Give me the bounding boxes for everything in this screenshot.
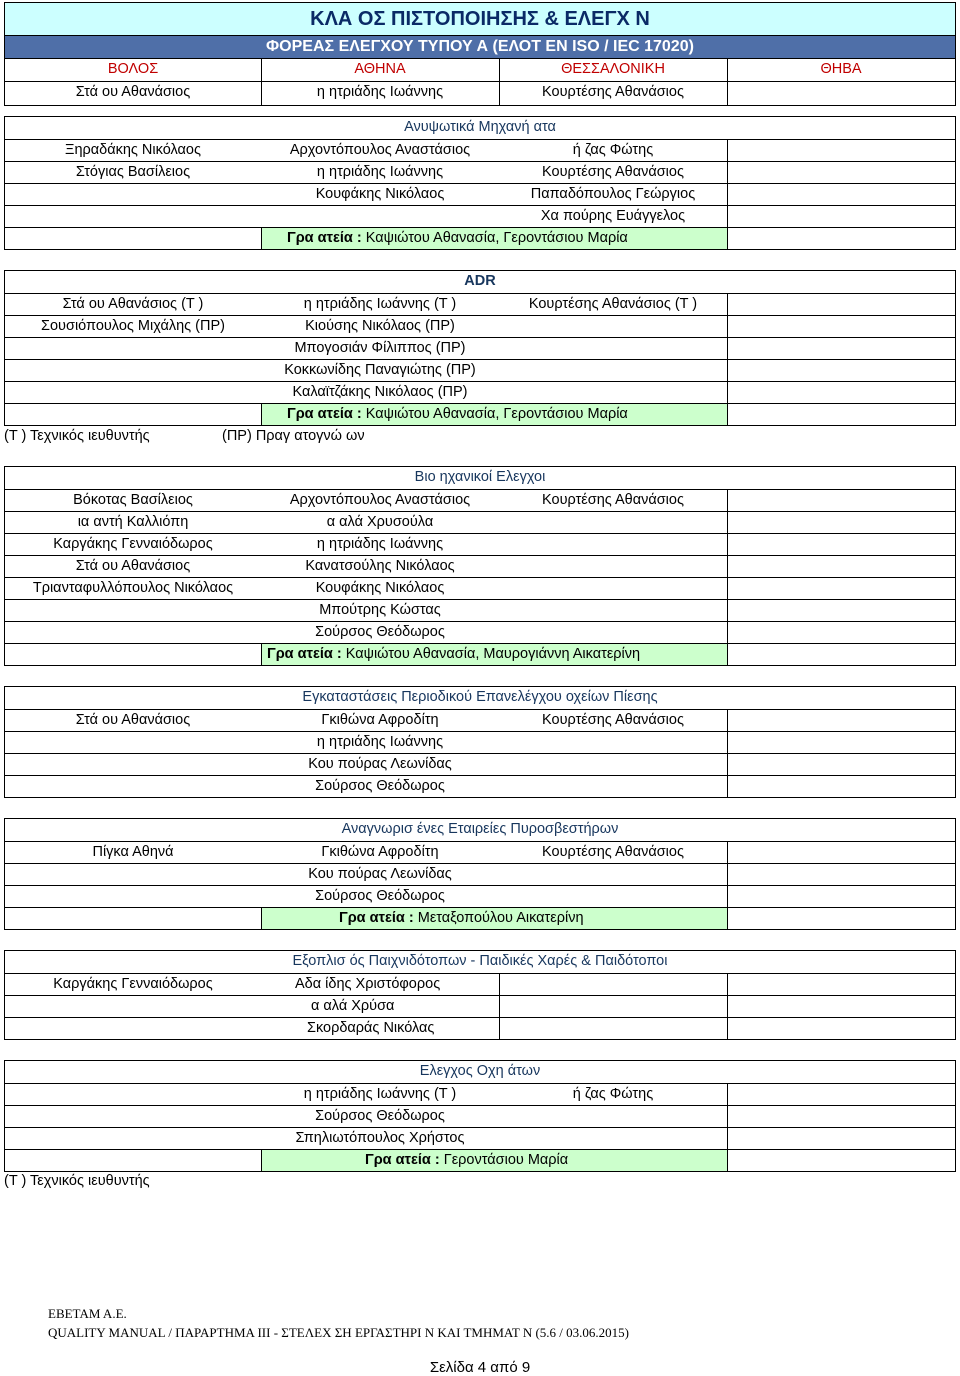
secretary-row — [5, 227, 955, 249]
table-cell: Μπογοσιάν Φίλιππος (ΠΡ) — [294, 340, 466, 356]
section-pressure — [4, 686, 956, 798]
section-title: Ελεγχος Οχη άτων — [419, 1063, 541, 1079]
table-cell: Κουρτέσης Αθανάσιος — [542, 492, 684, 508]
table-cell: η ητριάδης Ιωάννης — [316, 734, 444, 750]
table-row — [5, 731, 955, 753]
table-cell: Κου πούρας Λεωνίδας — [308, 866, 452, 882]
header-block — [4, 2, 956, 106]
table-cell: Στά ου Αθανάσιος — [75, 558, 191, 574]
table-cell: Πίγκα Αθηνά — [92, 844, 174, 860]
mechanical-grid — [4, 466, 956, 666]
table-row — [5, 1127, 955, 1149]
table-cell: Καργάκης Γενναιόδωρος — [53, 976, 213, 992]
section-playground — [4, 950, 956, 1040]
table-row — [5, 753, 955, 775]
cities-row — [5, 59, 955, 81]
vehicles-grid — [4, 1060, 956, 1172]
table-row — [5, 885, 955, 907]
section-title-row — [5, 951, 955, 973]
city-thiva: ΘΗΒΑ — [820, 61, 862, 77]
section-title: Ανυψωτικά Μηχανή ατα — [404, 119, 556, 135]
table-row — [5, 183, 955, 205]
section-lifting — [4, 116, 956, 250]
table-cell: Στά ου Αθανάσιος — [75, 712, 191, 728]
secretary-label: Γρα ατεία : — [267, 646, 342, 662]
footer-manual: QUALITY MANUAL / ΠΑΡΑΡΤΗΜΑ ΙΙΙ - ΣΤΕΛΕΧ ΣΗ ΕΡΓΑΣΤΗΡΙ Ν ΚΑΙ ΤΜΗΜΑΤ Ν (5.6 / 03.06.2015) — [48, 1325, 629, 1340]
table-row — [5, 293, 955, 315]
table-row — [5, 863, 955, 885]
table-row — [5, 1083, 955, 1105]
secretary-cell — [365, 1150, 727, 1171]
section-fire — [4, 818, 956, 930]
table-cell: Κοκκωνίδης Παναγιώτης (ΠΡ) — [284, 362, 476, 378]
section-title-row — [5, 819, 955, 841]
table-cell: Σούρσος Θεόδωρος — [315, 778, 445, 794]
table-cell: Γκιθώνα Αφροδίτη — [321, 844, 439, 860]
section-mechanical — [4, 466, 956, 666]
table-row — [5, 381, 955, 403]
page-number: Σελίδα 4 από 9 — [429, 1359, 531, 1376]
secretary-cell — [287, 404, 727, 425]
section-title: ADR — [464, 273, 496, 289]
table-cell: Σούρσος Θεόδωρος — [315, 624, 445, 640]
table-cell: Κουρτέσης Αθανάσιος — [542, 712, 684, 728]
secretary-names: Καψιώτου Αθανασία, Γεροντάσιου Μαρία — [365, 406, 628, 422]
section-adr — [4, 270, 956, 426]
table-row — [5, 709, 955, 731]
page-title: ΚΛΑ ΟΣ ΠΙΣΤΟΠΟΙΗΣΗΣ & ΕΛΕΓΧ Ν — [5, 3, 955, 36]
table-row — [5, 555, 955, 577]
section-title-row — [5, 687, 955, 709]
table-row — [5, 1017, 955, 1039]
table-cell: Σούρσος Θεόδωρος — [315, 1108, 445, 1124]
secretary-cell — [287, 228, 727, 249]
secretary-names: Καψιώτου Αθανασία, Μαυρογιάννη Αικατερίνη — [345, 646, 641, 662]
table-cell: Κουφάκης Νικόλαος — [315, 580, 445, 596]
table-cell: Κουρτέσης Αθανάσιος (Τ ) — [528, 296, 698, 312]
table-row — [5, 359, 955, 381]
table-cell: Καργάκης Γενναιόδωρος — [53, 536, 213, 552]
table-cell: Σκορδαράς Νικόλας — [307, 1020, 435, 1036]
secretary-label: Γρα ατεία : — [287, 230, 362, 246]
section-title-row — [5, 467, 955, 489]
table-cell: Κου πούρας Λεωνίδας — [308, 756, 452, 772]
table-cell: Στά ου Αθανάσιος (Τ ) — [62, 296, 204, 312]
section-title-row — [5, 117, 955, 139]
table-row — [5, 775, 955, 797]
section-title: Εγκαταστάσεις Περιοδικού Επανελέγχου οχείων Πίεσης — [302, 689, 658, 705]
table-row — [5, 533, 955, 555]
secretary-names: Μεταξοπούλου Αικατερίνη — [417, 910, 584, 926]
table-cell: Κανατσούλης Νικόλαος — [305, 558, 455, 574]
table-row — [5, 337, 955, 359]
table-cell: α αλά Χρύσα — [311, 998, 395, 1014]
table-row — [5, 205, 955, 227]
legend-experts: (ΠΡ) Πραγ ατογνώ ων — [222, 428, 365, 444]
secretary-names: Καψιώτου Αθανασία, Γεροντάσιου Μαρία — [365, 230, 628, 246]
table-cell: Κιούσης Νικόλαος (ΠΡ) — [305, 318, 455, 334]
table-cell: Γκιθώνα Αφροδίτη — [321, 712, 439, 728]
table-cell: Χα πούρης Ευάγγελος — [540, 208, 686, 224]
table-row — [5, 995, 955, 1017]
table-cell: Τριανταφυλλόπουλος Νικόλαος — [32, 580, 234, 596]
head-volos: Στά ου Αθανάσιος — [75, 84, 191, 100]
table-cell: Ξηραδάκης Νικόλαος — [65, 142, 201, 158]
table-row — [5, 1105, 955, 1127]
table-cell: Κουφάκης Νικόλαος — [315, 186, 445, 202]
table-row — [5, 973, 955, 995]
table-cell: η ητριάδης Ιωάννης (Τ ) — [303, 296, 457, 312]
table-row — [5, 139, 955, 161]
legend-technical-director: (Τ ) Τεχνικός ιευθυντής — [4, 428, 150, 444]
secretary-row — [5, 1149, 955, 1171]
pressure-grid — [4, 686, 956, 798]
table-row — [5, 315, 955, 337]
table-row — [5, 161, 955, 183]
head-thessaloniki: Κουρτέσης Αθανάσιος — [542, 84, 684, 100]
adr-grid — [4, 270, 956, 426]
table-row — [5, 841, 955, 863]
secretary-row — [5, 907, 955, 929]
playground-grid — [4, 950, 956, 1040]
section-title-row — [5, 1061, 955, 1083]
table-cell: Βόκοτας Βασίλειος — [73, 492, 193, 508]
table-row — [5, 511, 955, 533]
table-cell: η ητριάδης Ιωάννης — [316, 164, 444, 180]
section-title: Εξοπλισ ός Παιχνιδότοπων - Παιδικές Χαρές & Παιδότοποι — [292, 953, 668, 969]
fire-grid — [4, 818, 956, 930]
section-title-row — [5, 271, 955, 293]
table-cell: η ητριάδης Ιωάννης — [316, 536, 444, 552]
legend-technical-director: (Τ ) Τεχνικός ιευθυντής — [4, 1173, 150, 1189]
city-athens: ΑΘΗΝΑ — [354, 61, 406, 77]
table-row — [5, 599, 955, 621]
section-title: Βιο ηχανικοί Ελεγχοι — [414, 469, 546, 485]
table-cell: Παπαδόπουλος Γεώργιος — [530, 186, 696, 202]
secretary-row — [5, 643, 955, 665]
secretary-names: Γεροντάσιου Μαρία — [443, 1152, 569, 1168]
page-subtitle: ΦΟΡΕΑΣ ΕΛΕΓΧΟΥ ΤΥΠΟΥ Α (ΕΛΟΤ ΕΝ ISO / IEC 17020) — [5, 36, 955, 59]
city-volos: ΒΟΛΟΣ — [107, 61, 159, 77]
table-cell: α αλά Χρυσούλα — [326, 514, 434, 530]
section-vehicles — [4, 1060, 956, 1172]
secretary-cell — [339, 908, 727, 929]
secretary-cell — [267, 644, 727, 665]
section-title: Αναγνωρισ ένες Εταιρείες Πυροσβεστήρων — [341, 821, 619, 837]
table-cell: ή ζας Φώτης — [572, 142, 654, 158]
lifting-grid — [4, 116, 956, 250]
table-row — [5, 621, 955, 643]
table-cell: Σπηλιωτόπουλος Χρήστος — [295, 1130, 465, 1146]
heads-row — [5, 81, 955, 105]
table-cell: Αρχοντόπουλος Αναστάσιος — [289, 142, 471, 158]
table-row — [5, 489, 955, 511]
footer-company: ΕΒΕΤΑΜ Α.Ε. — [48, 1306, 127, 1321]
table-cell: ή ζας Φώτης — [572, 1086, 654, 1102]
table-cell: Καλαϊτζάκης Νικόλαος (ΠΡ) — [292, 384, 468, 400]
table-cell: Σουσιόπουλος Μιχάλης (ΠΡ) — [41, 318, 225, 334]
table-cell: η ητριάδης Ιωάννης (Τ ) — [303, 1086, 457, 1102]
table-row — [5, 577, 955, 599]
table-cell: Σούρσος Θεόδωρος — [315, 888, 445, 904]
table-cell: Αρχοντόπουλος Αναστάσιος — [289, 492, 471, 508]
secretary-label: Γρα ατεία : — [287, 406, 362, 422]
table-cell: Στόγιας Βασίλειος — [75, 164, 191, 180]
secretary-label: Γρα ατεία : — [365, 1152, 440, 1168]
header-grid — [4, 2, 956, 106]
secretary-label: Γρα ατεία : — [339, 910, 414, 926]
table-cell: ια αντή Καλλιόπη — [77, 514, 189, 530]
table-cell: Κουρτέσης Αθανάσιος — [542, 164, 684, 180]
table-cell: Αδα ίδης Χριστόφορος — [295, 976, 441, 992]
city-thessaloniki: ΘΕΣΣΑΛΟΝΙΚΗ — [561, 61, 665, 77]
secretary-row — [5, 403, 955, 425]
table-cell: Μπούτρης Κώστας — [319, 602, 441, 618]
head-athens: η ητριάδης Ιωάννης — [316, 84, 444, 100]
table-cell: Κουρτέσης Αθανάσιος — [542, 844, 684, 860]
